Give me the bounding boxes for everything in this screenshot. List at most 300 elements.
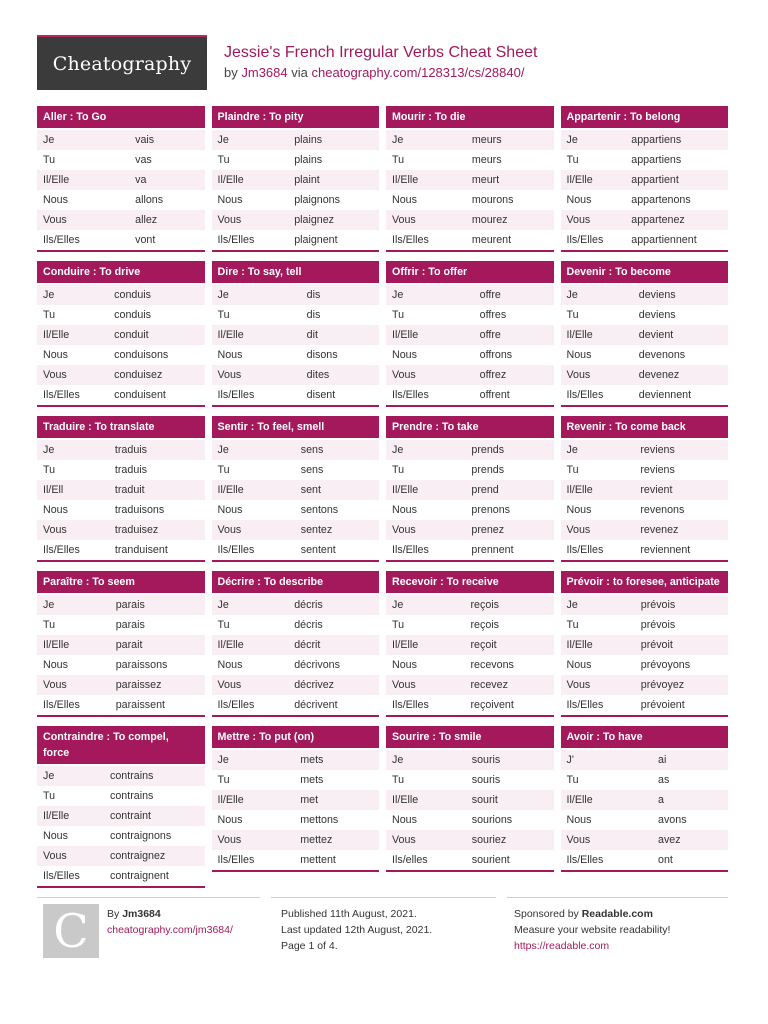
verb-form-cell: prend xyxy=(465,480,553,500)
conjugation-row xyxy=(37,615,205,635)
pronoun-cell: Je xyxy=(386,285,474,305)
conjugation-table-body xyxy=(212,285,380,405)
conjugation-row xyxy=(561,695,729,715)
verb-form-cell: meurs xyxy=(466,130,554,150)
conjugation-table xyxy=(212,130,380,250)
verb-card xyxy=(37,416,205,562)
conjugation-table-body xyxy=(561,750,729,870)
conjugation-table xyxy=(561,595,729,715)
verb-form-cell: sourions xyxy=(471,814,513,826)
conjugation-row xyxy=(561,750,729,770)
conjugation-row xyxy=(561,150,729,170)
pronoun-cell: Je xyxy=(386,750,466,770)
pronoun-cell: Il/Elle xyxy=(386,325,474,345)
conjugation-row xyxy=(37,826,205,846)
conjugation-row xyxy=(37,210,205,230)
card-title: Conduire : To drive xyxy=(37,261,205,283)
pronoun-cell: Nous xyxy=(217,349,243,361)
card-title: Paraître : To seem xyxy=(37,571,205,593)
page-number: Page 1 of 4. xyxy=(281,940,338,952)
pronoun-cell: Tu xyxy=(566,154,579,166)
card-title: Plaindre : To pity xyxy=(212,106,380,128)
conjugation-row xyxy=(37,150,205,170)
verb-form-cell: offre xyxy=(474,325,554,345)
card-title: Recevoir : To receive xyxy=(386,571,554,593)
conjugation-row xyxy=(386,770,554,790)
cheatography-logo[interactable]: Cheatography xyxy=(37,35,207,90)
conjugation-row xyxy=(386,850,554,870)
conjugation-table-body xyxy=(561,595,729,715)
pronoun-cell: Vous xyxy=(37,210,129,230)
pronoun-cell: Nous xyxy=(217,814,243,826)
conjugation-table xyxy=(386,750,554,870)
verb-form-cell: disons xyxy=(306,349,338,361)
verb-card xyxy=(212,571,380,717)
verb-form-cell: décrivent xyxy=(294,699,338,711)
pronoun-cell: Ils/Elles xyxy=(43,389,80,401)
pronoun-cell: Je xyxy=(37,285,108,305)
conjugation-row xyxy=(386,500,554,520)
pronoun-cell: Je xyxy=(386,440,465,460)
verb-form-cell: sourit xyxy=(466,790,554,810)
conjugation-table-body xyxy=(212,595,380,715)
verb-form-cell: avez xyxy=(652,830,728,850)
verb-card xyxy=(212,726,380,872)
pronoun-cell: Vous xyxy=(386,365,474,385)
conjugation-row xyxy=(561,345,729,365)
conjugation-row xyxy=(212,830,380,850)
pronoun-cell: Ils/Elles xyxy=(43,544,80,556)
card-title: Devenir : To become xyxy=(561,261,729,283)
pronoun-cell: Ils/Elles xyxy=(566,544,604,556)
verb-card xyxy=(37,726,205,888)
verb-form-cell: sentent xyxy=(300,544,336,556)
verb-form-cell: revenons xyxy=(640,504,685,516)
pronoun-cell: Vous xyxy=(212,520,295,540)
pronoun-cell: Il/Elle xyxy=(212,325,301,345)
verb-form-cell: dit xyxy=(301,325,379,345)
conjugation-row xyxy=(212,595,380,615)
pronoun-cell: Ils/Elles xyxy=(392,699,429,711)
verb-form-cell: recevons xyxy=(470,659,514,671)
page-title: Jessie's French Irregular Verbs Cheat Sheet xyxy=(224,44,538,61)
verb-form-cell: vont xyxy=(135,234,156,246)
conjugation-table-body xyxy=(386,285,554,405)
card-title: Sentir : To feel, smell xyxy=(212,416,380,438)
conjugation-table xyxy=(37,766,205,886)
pronoun-cell: Vous xyxy=(37,520,109,540)
verb-form-cell: sent xyxy=(295,480,379,500)
verb-form-cell: conduisent xyxy=(114,389,166,401)
pronoun-cell: Il/Elle xyxy=(37,635,110,655)
verb-form-cell: sentons xyxy=(300,504,339,516)
conjugation-table xyxy=(386,285,554,405)
pronoun-cell: Tu xyxy=(217,774,230,786)
conjugation-table xyxy=(386,440,554,560)
pronoun-cell: Vous xyxy=(212,830,295,850)
conjugation-row xyxy=(37,345,205,365)
pronoun-cell: Je xyxy=(386,130,466,150)
conjugation-row xyxy=(386,790,554,810)
pronoun-cell: Je xyxy=(561,595,635,615)
sponsor-name: Readable.com xyxy=(581,908,653,920)
card-title: Mourir : To die xyxy=(386,106,554,128)
pronoun-cell: Je xyxy=(212,130,289,150)
conjugation-row xyxy=(386,480,554,500)
byline-prefix: by xyxy=(224,65,238,80)
footer-sponsor-section xyxy=(507,897,728,961)
conjugation-row xyxy=(37,130,205,150)
pronoun-cell: Vous xyxy=(386,520,465,540)
pronoun-cell: Il/Ell xyxy=(37,480,109,500)
sponsor-link[interactable]: https://readable.com xyxy=(514,940,610,952)
verb-card xyxy=(37,261,205,407)
verb-form-cell: devenez xyxy=(633,365,728,385)
verb-card xyxy=(386,261,554,407)
conjugation-table-body xyxy=(37,130,205,250)
pronoun-cell: Il/Elle xyxy=(212,635,289,655)
pronoun-cell: Je xyxy=(561,285,633,305)
conjugation-row xyxy=(386,345,554,365)
conjugation-row xyxy=(386,750,554,770)
conjugation-row xyxy=(212,210,380,230)
pronoun-cell: Il/Elle xyxy=(561,790,653,810)
verb-card xyxy=(212,416,380,562)
verb-card xyxy=(561,571,729,717)
conjugation-row xyxy=(212,305,380,325)
conjugation-table-body xyxy=(212,750,380,870)
pronoun-cell: Nous xyxy=(392,504,417,516)
verb-card xyxy=(37,106,205,252)
verb-form-cell: vais xyxy=(129,130,204,150)
pronoun-cell: Nous xyxy=(392,349,417,361)
conjugation-row xyxy=(386,170,554,190)
verb-form-cell: reviens xyxy=(634,440,728,460)
pronoun-cell: Ils/Elles xyxy=(392,234,429,246)
verb-form-cell: devenons xyxy=(638,349,686,361)
pronoun-cell: Ils/Elles xyxy=(217,389,255,401)
conjugation-row xyxy=(37,460,205,480)
verb-form-cell: prévois xyxy=(640,619,676,631)
verb-form-cell: reçoit xyxy=(464,635,553,655)
conjugation-row xyxy=(561,850,729,870)
conjugation-row xyxy=(386,460,554,480)
pronoun-cell: Ils/Elles xyxy=(566,854,604,866)
verb-form-cell: prends xyxy=(465,440,553,460)
verb-form-cell: offrez xyxy=(474,365,554,385)
pronoun-cell: Ils/Elles xyxy=(217,544,255,556)
conjugation-table-body xyxy=(212,440,380,560)
footer-author-link[interactable]: cheatography.com/jm3684/ xyxy=(107,924,233,936)
verb-form-cell: deviennent xyxy=(638,389,692,401)
conjugation-row xyxy=(37,385,205,405)
conjugation-row xyxy=(561,655,729,675)
verb-form-cell: appartiens xyxy=(625,130,728,150)
verb-form-cell: sentez xyxy=(295,520,379,540)
pronoun-cell: Je xyxy=(561,440,635,460)
card-title: Dire : To say, tell xyxy=(212,261,380,283)
verb-card xyxy=(561,261,729,407)
verb-form-cell: reçoivent xyxy=(470,699,514,711)
conjugation-row xyxy=(37,170,205,190)
pronoun-cell: Ils/Elles xyxy=(392,544,429,556)
verb-form-cell: parait xyxy=(110,635,205,655)
pronoun-cell: Ils/Elles xyxy=(43,234,80,246)
conjugation-row xyxy=(561,615,729,635)
conjugation-row xyxy=(386,520,554,540)
conjugation-table-body xyxy=(37,285,205,405)
footer-author-name: Jm3684 xyxy=(122,908,161,920)
pronoun-cell: Il/Elle xyxy=(37,325,108,345)
verb-form-cell: allons xyxy=(135,194,164,206)
verb-form-cell: prévoit xyxy=(635,635,728,655)
pronoun-cell: Ils/Elles xyxy=(566,234,604,246)
conjugation-table xyxy=(212,595,380,715)
verb-card xyxy=(386,106,554,252)
conjugation-row xyxy=(212,190,380,210)
verb-form-cell: dis xyxy=(301,285,379,305)
verb-form-cell: contraint xyxy=(104,806,204,826)
pronoun-cell: Tu xyxy=(392,154,405,166)
conjugation-row xyxy=(37,190,205,210)
card-title: Contraindre : To compel, force xyxy=(37,726,205,764)
verb-form-cell: as xyxy=(658,774,670,786)
conjugation-row xyxy=(561,325,729,345)
pronoun-cell: Il/Elle xyxy=(212,480,295,500)
conjugation-table xyxy=(561,440,729,560)
updated-date: Last updated 12th August, 2021. xyxy=(281,924,433,936)
conjugation-row xyxy=(212,850,380,870)
conjugation-row xyxy=(561,385,729,405)
conjugation-row xyxy=(561,635,729,655)
pronoun-cell: Nous xyxy=(217,194,243,206)
verb-form-cell: conduis xyxy=(114,309,152,321)
pronoun-cell: Je xyxy=(212,440,295,460)
conjugation-row xyxy=(561,365,729,385)
conjugation-row xyxy=(386,210,554,230)
conjugation-row xyxy=(561,190,729,210)
pronoun-cell: Nous xyxy=(217,659,243,671)
pronoun-cell: Je xyxy=(212,285,301,305)
conjugation-table-body xyxy=(561,440,729,560)
verb-form-cell: offrent xyxy=(479,389,510,401)
conjugation-table xyxy=(212,440,380,560)
byline-via: via xyxy=(291,65,308,80)
pronoun-cell: Vous xyxy=(561,365,633,385)
conjugation-row xyxy=(386,130,554,150)
verb-form-cell: mets xyxy=(294,750,379,770)
conjugation-row xyxy=(386,285,554,305)
verb-form-cell: paraissez xyxy=(110,675,205,695)
conjugation-row xyxy=(386,150,554,170)
card-title: Appartenir : To belong xyxy=(561,106,729,128)
pronoun-cell: Ils/Elles xyxy=(43,699,80,711)
verb-form-cell: meurt xyxy=(466,170,554,190)
conjugation-table-body xyxy=(386,440,554,560)
pronoun-cell: Ils/Elles xyxy=(566,699,604,711)
byline xyxy=(224,64,524,82)
pronoun-cell: Tu xyxy=(566,619,579,631)
avatar: C xyxy=(43,904,99,958)
conjugation-row xyxy=(212,770,380,790)
conjugation-row xyxy=(386,635,554,655)
verb-form-cell: sens xyxy=(295,440,379,460)
verb-form-cell: plaignons xyxy=(294,194,340,206)
verb-form-cell: contraignez xyxy=(104,846,204,866)
pronoun-cell: Nous xyxy=(43,504,68,516)
conjugation-row xyxy=(37,655,205,675)
pronoun-cell: Tu xyxy=(392,464,405,476)
verb-form-cell: revient xyxy=(634,480,728,500)
verb-form-cell: prévoyez xyxy=(635,675,728,695)
conjugation-table xyxy=(212,285,380,405)
pronoun-cell: Tu xyxy=(217,464,230,476)
conjugation-row xyxy=(212,170,380,190)
verb-card xyxy=(386,726,554,872)
pronoun-cell: Tu xyxy=(566,464,579,476)
conjugation-row xyxy=(212,480,380,500)
conjugation-row xyxy=(561,790,729,810)
verb-form-cell: parais xyxy=(115,619,145,631)
verb-form-cell: prévoient xyxy=(640,699,685,711)
conjugation-table-body xyxy=(386,595,554,715)
conjugation-row xyxy=(212,440,380,460)
page-footer xyxy=(37,897,728,961)
pronoun-cell: Il/Elle xyxy=(386,790,466,810)
pronoun-cell: Je xyxy=(37,766,104,786)
sheet-url-link[interactable]: cheatography.com/128313/cs/28840/ xyxy=(311,65,525,80)
conjugation-table-body xyxy=(561,285,729,405)
conjugation-row xyxy=(212,345,380,365)
verb-form-cell: prends xyxy=(471,464,505,476)
verb-form-cell: a xyxy=(652,790,728,810)
conjugation-row xyxy=(561,500,729,520)
pronoun-cell: Vous xyxy=(561,520,635,540)
pronoun-cell: Il/Elle xyxy=(561,325,633,345)
verb-form-cell: conduisons xyxy=(114,349,169,361)
sponsor-prefix: Sponsored by xyxy=(514,908,579,920)
verb-form-cell: traduisons xyxy=(114,504,165,516)
conjugation-row xyxy=(386,230,554,250)
conjugation-row xyxy=(561,520,729,540)
conjugation-row xyxy=(37,766,205,786)
pronoun-cell: Je xyxy=(561,130,626,150)
conjugation-row xyxy=(212,230,380,250)
verb-card xyxy=(212,261,380,407)
author-link[interactable]: Jm3684 xyxy=(241,65,288,80)
conjugation-row xyxy=(37,500,205,520)
conjugation-row xyxy=(386,385,554,405)
conjugation-row xyxy=(212,285,380,305)
conjugation-row xyxy=(386,325,554,345)
pronoun-cell: Nous xyxy=(566,814,592,826)
pronoun-cell: Il/Elle xyxy=(37,806,104,826)
verb-form-cell: va xyxy=(129,170,204,190)
verb-card xyxy=(561,726,729,872)
pronoun-cell: Nous xyxy=(566,194,592,206)
conjugation-row xyxy=(561,830,729,850)
conjugation-row xyxy=(212,750,380,770)
pronoun-cell: Tu xyxy=(217,154,230,166)
conjugation-row xyxy=(212,365,380,385)
conjugation-row xyxy=(386,830,554,850)
conjugation-row xyxy=(37,230,205,250)
verb-form-cell: vas xyxy=(135,154,152,166)
conjugation-row xyxy=(561,305,729,325)
verb-form-cell: meurent xyxy=(471,234,512,246)
verb-card xyxy=(212,106,380,252)
pronoun-cell: Tu xyxy=(566,309,579,321)
main-content xyxy=(37,106,728,961)
pronoun-cell: Tu xyxy=(43,154,56,166)
pronoun-cell: Ils/Elles xyxy=(217,699,255,711)
verb-form-cell: plains xyxy=(288,130,379,150)
verb-form-cell: traduis xyxy=(109,440,205,460)
conjugation-row xyxy=(212,635,380,655)
sponsor-line xyxy=(514,906,728,922)
pronoun-cell: Il/Elle xyxy=(386,480,465,500)
conjugation-table-body xyxy=(386,130,554,250)
conjugation-row xyxy=(212,540,380,560)
conjugation-row xyxy=(37,325,205,345)
footer-author-prefix: By xyxy=(107,908,120,920)
pronoun-cell: Nous xyxy=(566,659,592,671)
verb-form-cell: allez xyxy=(129,210,204,230)
pronoun-cell: Nous xyxy=(566,504,592,516)
conjugation-row xyxy=(212,130,380,150)
verb-cards-grid xyxy=(37,106,728,888)
verb-form-cell: offres xyxy=(479,309,507,321)
conjugation-row xyxy=(37,806,205,826)
card-title: Aller : To Go xyxy=(37,106,205,128)
pronoun-cell: Vous xyxy=(212,675,289,695)
conjugation-row xyxy=(212,675,380,695)
pronoun-cell: Vous xyxy=(561,675,635,695)
pronoun-cell: Il/Elle xyxy=(561,170,626,190)
verb-form-cell: contrains xyxy=(104,766,204,786)
verb-form-cell: reviens xyxy=(640,464,675,476)
conjugation-row xyxy=(37,675,205,695)
conjugation-row xyxy=(386,810,554,830)
verb-form-cell: conduisez xyxy=(108,365,204,385)
footer-dates-section xyxy=(271,897,496,961)
verb-form-cell: meurs xyxy=(471,154,502,166)
verb-form-cell: appartiens xyxy=(631,154,682,166)
pronoun-cell: Tu xyxy=(43,619,56,631)
verb-form-cell: mettent xyxy=(300,854,336,866)
conjugation-table-body xyxy=(37,766,205,886)
pronoun-cell: Vous xyxy=(386,210,466,230)
verb-form-cell: dis xyxy=(306,309,321,321)
conjugation-table xyxy=(561,750,729,870)
pronoun-cell: Ils/Elles xyxy=(217,234,255,246)
verb-form-cell: ai xyxy=(652,750,728,770)
verb-form-cell: prévoyons xyxy=(640,659,691,671)
published-date: Published 11th August, 2021. xyxy=(281,908,417,920)
conjugation-table-body xyxy=(37,595,205,715)
conjugation-row xyxy=(386,695,554,715)
conjugation-table-body xyxy=(561,130,729,250)
pronoun-cell: Vous xyxy=(386,675,464,695)
verb-form-cell: met xyxy=(294,790,379,810)
sponsor-tagline: Measure your website readability! xyxy=(514,924,671,936)
conjugation-row xyxy=(37,635,205,655)
pronoun-cell: J' xyxy=(561,750,653,770)
verb-form-cell: sens xyxy=(300,464,324,476)
card-title: Avoir : To have xyxy=(561,726,729,748)
conjugation-row xyxy=(561,480,729,500)
conjugation-row xyxy=(212,520,380,540)
